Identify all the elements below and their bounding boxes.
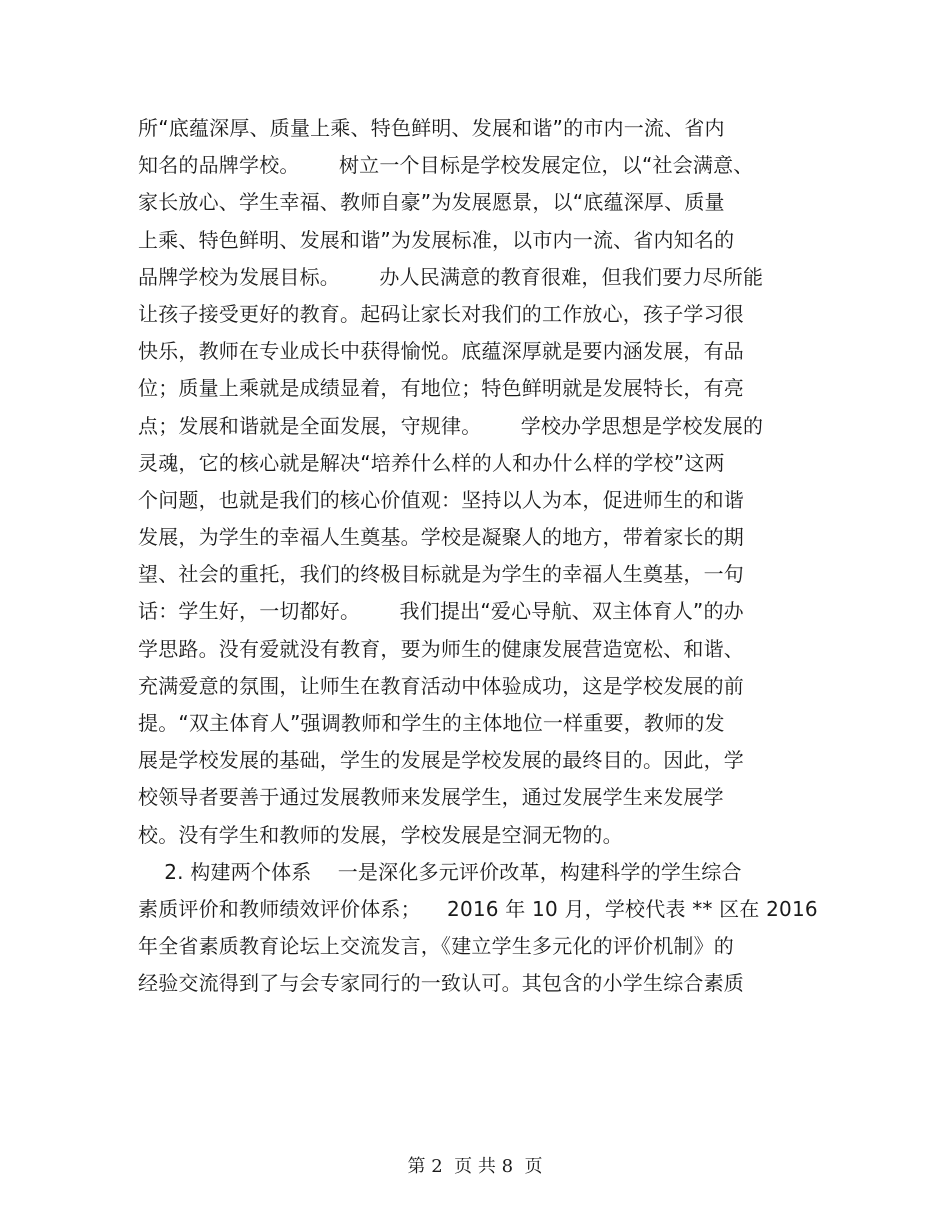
text-line: 校领导者要善于通过发展教师来发展学生，通过发展学生来发展学: [138, 785, 724, 810]
text-line: 年全省素质教育论坛上交流发言，《建立学生多元化的评价机制》的: [138, 934, 734, 959]
text-line: 个问题，也就是我们的核心价值观：坚持以人为本，促进师生的和谐: [138, 487, 744, 512]
text-line: 发展，为学生的幸福人生奠基。学校是凝聚人的地方，带着家长的期: [138, 525, 744, 550]
text-line: 让孩子接受更好的教育。起码让家长对我们的工作放心，孩子学习很: [138, 301, 744, 326]
text-line: 提。“双主体育人”强调教师和学生的主体地位一样重要，教师的发: [138, 711, 725, 735]
text-line: 校。没有学生和教师的发展，学校发展是空洞无物的。: [138, 822, 623, 847]
body-text: [138, 113, 818, 1006]
text-line: 话：学生好，一切都好。 我们提出“爱心导航、双主体育人”的办: [138, 599, 744, 624]
text-line: 家长放心、学生幸福、教师自豪”为发展愿景，以“底蕴深厚、质量: [138, 190, 725, 215]
text-line: 2. 构建两个体系 一是深化多元评价改革，构建科学的学生综合: [138, 859, 742, 884]
text-line: 品牌学校为发展目标。 办人民满意的教育很难，但我们要力尽所能: [138, 264, 764, 289]
text-line: 位；质量上乘就是成绩显着，有地位；特色鲜明就是发展特长，有亮: [138, 376, 744, 401]
text-line: 充满爱意的氛围，让师生在教育活动中体验成功，这是学校发展的前: [138, 673, 744, 698]
text-line: 点；发展和谐就是全面发展，守规律。 学校办学思想是学校发展的: [138, 413, 764, 438]
text-line: 展是学校发展的基础，学生的发展是学校发展的最终目的。因此，学: [138, 748, 744, 773]
text-line: 上乘、特色鲜明、发展和谐”为发展标准，以市内一流、省内知名的: [138, 227, 735, 252]
text-line: 素质评价和教师绩效评价体系； 2016 年 10 月，学校代表 ** 区在 2016: [138, 896, 818, 921]
text-line: 快乐，教师在专业成长中获得愉悦。底蕴深厚就是要内涵发展，有品: [138, 339, 744, 364]
text-line: 望、社会的重托，我们的终极目标就是为学生的幸福人生奠基，一句: [138, 562, 744, 587]
text-line: 经验交流得到了与会专家同行的一致认可。其包含的小学生综合素质: [138, 971, 744, 996]
text-line: 所“底蕴深厚、质量上乘、特色鲜明、发展和谐”的市内一流、省内: [138, 116, 725, 140]
page-footer: 第 2 页 共 8 页: [407, 1156, 543, 1177]
text-line: 学思路。没有爱就没有教育，要为师生的健康发展营造宽松、和谐、: [138, 636, 744, 661]
text-line: 灵魂，它的核心就是解决“培养什么样的人和办什么样的学校”这两: [138, 450, 725, 475]
text-line: 知名的品牌学校。 树立一个目标是学校发展定位，以“社会满意、: [138, 153, 754, 178]
